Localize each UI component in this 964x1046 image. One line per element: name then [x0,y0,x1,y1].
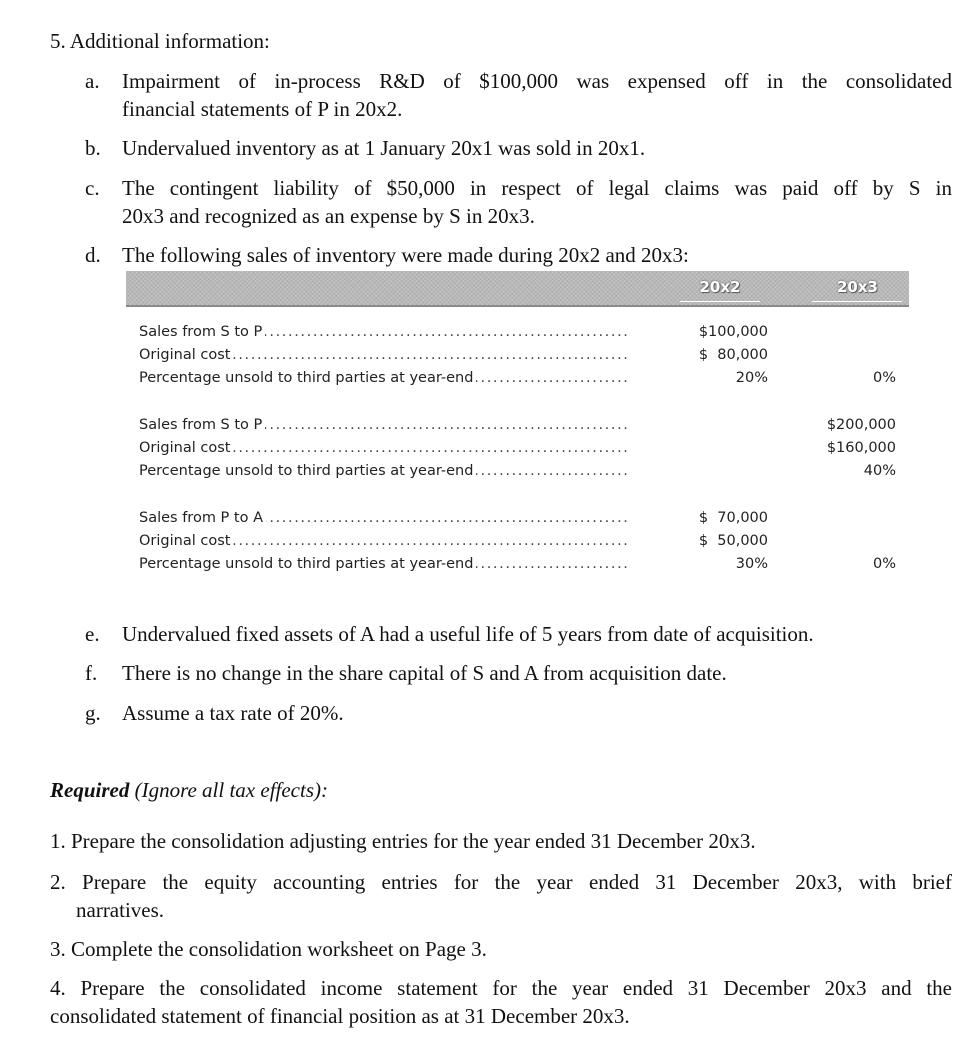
item-e-letter: e. [85,622,100,646]
table-row-label: Original cost ..... [139,344,631,367]
table-cell-20x3: 40% [863,463,896,479]
table-row-label: Original cost ..... [139,437,631,460]
column-underline-20x3 [812,301,902,302]
table-row-label: Percentage unsold to third parties at year-end ..... [139,553,631,576]
column-header-20x3: 20x3 [837,278,878,296]
required-note: (Ignore all tax effects): [129,778,328,802]
table-cell-20x3: 0% [872,370,896,386]
item-f-letter: f. [85,661,98,685]
question-4-line-2: consolidated statement of financial position as at 31 December 20x3. [50,1004,630,1028]
item-e-text: Undervalued fixed assets of A had a useful life of 5 years from date of acquisition. [122,622,814,646]
question-1: 1. Prepare the consolidation adjusting entries for the year ended 31 December 20x3. [50,829,756,853]
item-a-letter: a. [85,69,100,93]
table-cell-20x2: 30% [735,556,768,572]
table-row-label: Original cost ..... [139,530,631,553]
required-heading [50,776,328,804]
table-row-label: Percentage unsold to third parties at year-end ..... [139,460,631,483]
question-4-line-1: 4. Prepare the consolidated income statement for the year ended 31 December 20x3 and the [50,976,952,1000]
table-row-label: Percentage unsold to third parties at year-end ..... [139,367,631,390]
table-cell-20x3: 0% [872,556,896,572]
column-underline-20x2 [680,301,760,302]
item-c-letter: c. [85,176,100,200]
table-row-label: Sales from S to P ..... [139,414,631,437]
item-a-line-2: financial statements of P in 20x2. [122,97,403,121]
table-cell-20x3: $200,000 [826,417,896,433]
item-a-line-1: Impairment of in-process R&D of $100,000 was expensed off in the consolidated [122,69,952,93]
column-header-20x2: 20x2 [699,278,741,296]
item-g-text: Assume a tax rate of 20%. [122,701,344,725]
table-cell-20x2: 20% [735,370,768,386]
table-cell-20x3: $160,000 [826,440,896,456]
question-3: 3. Complete the consolidation worksheet on Page 3. [50,937,487,961]
question-2-line-1: 2. Prepare the equity accounting entries for the year ended 31 December 20x3, with brief [50,870,952,894]
table-row-label: Sales from S to P ..... [139,321,631,344]
table-cell-20x2: $ 80,000 [698,347,768,363]
table-cell-20x2: $ 50,000 [698,533,768,549]
item-b-letter: b. [85,136,101,160]
table-header-bar [126,271,909,307]
item-c-line-1: The contingent liability of $50,000 in respect of legal claims was paid off by S in [122,176,952,200]
table-cell-20x2: $100,000 [698,324,768,340]
required-bold: Required [50,778,130,802]
question-2-line-2: narratives. [76,898,165,922]
item-d-letter: d. [85,243,101,267]
item-d-line-1: The following sales of inventory were made during 20x2 and 20x3: [122,243,689,267]
section-title: 5. Additional information: [50,29,270,53]
item-f-text: There is no change in the share capital of S and A from acquisition date. [122,661,727,685]
item-c-line-2: 20x3 and recognized as an expense by S in 20x3. [122,204,535,228]
table-cell-20x2: $ 70,000 [698,510,768,526]
item-g-letter: g. [85,701,101,725]
table-row-label: Sales from P to A ..... [139,507,631,530]
item-b-line-1: Undervalued inventory as at 1 January 20x1 was sold in 20x1. [122,136,646,160]
